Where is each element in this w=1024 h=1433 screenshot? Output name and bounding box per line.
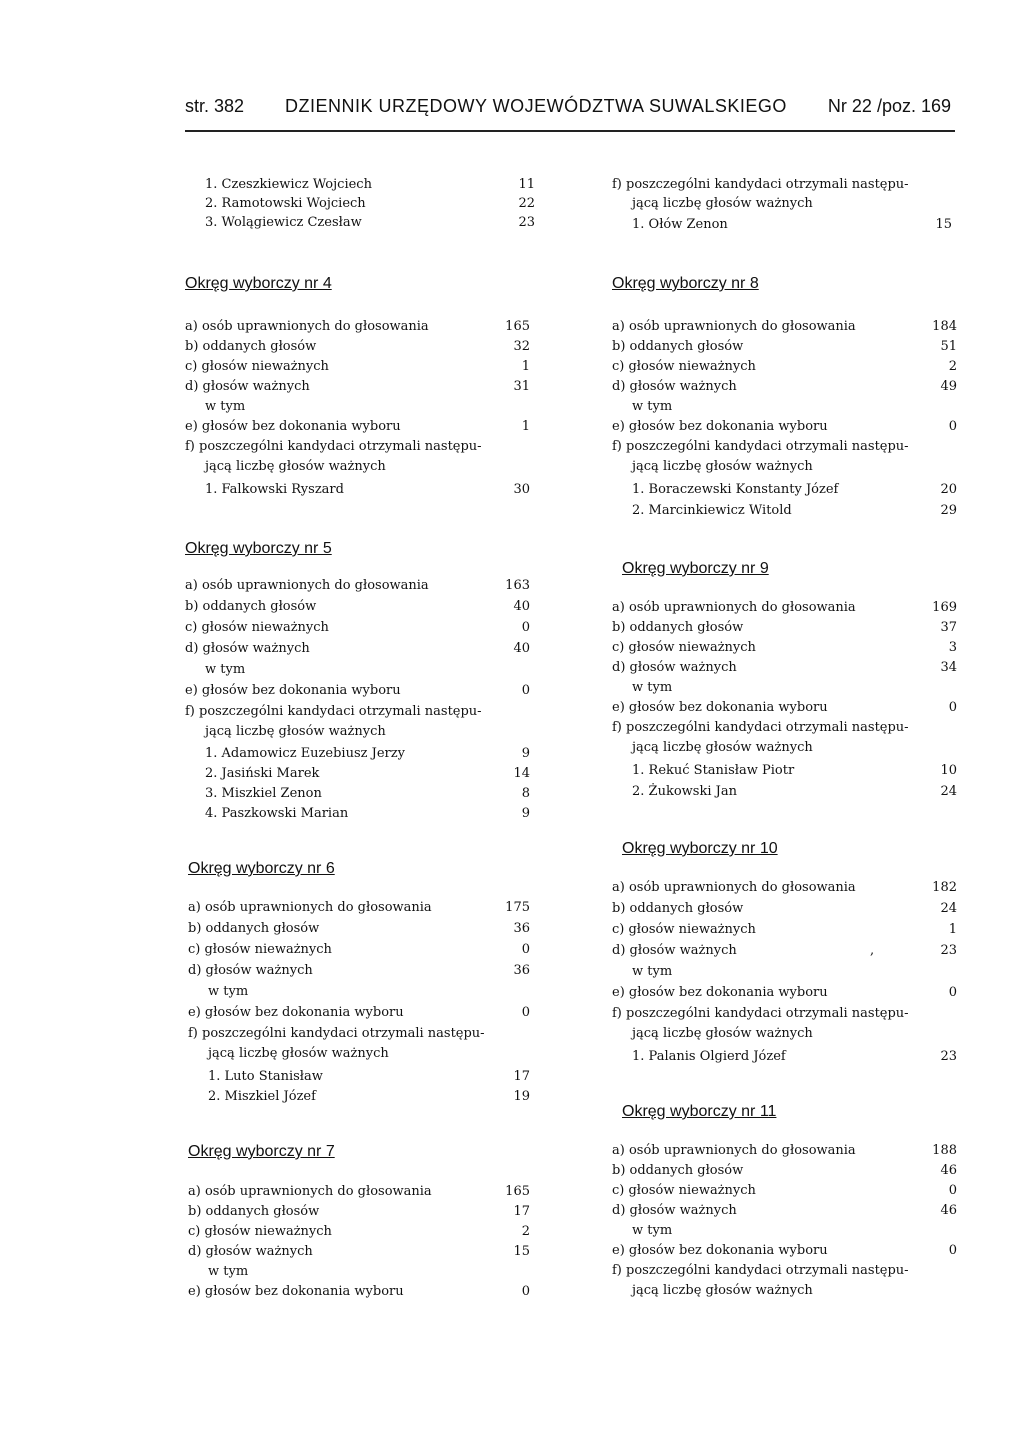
value-d: 23 bbox=[940, 943, 957, 958]
value-e: 0 bbox=[948, 1243, 957, 1258]
label-f-line2: jącą liczbę głosów ważnych bbox=[632, 459, 813, 474]
value-a: 184 bbox=[932, 319, 957, 334]
district-title: Okręg wyborczy nr 7 bbox=[188, 1143, 335, 1160]
value-c: 2 bbox=[521, 1224, 530, 1239]
label-c: c) głosów nieważnych bbox=[612, 922, 756, 937]
district-4 bbox=[185, 275, 545, 505]
value-d: 34 bbox=[940, 660, 957, 675]
candidate-votes: 19 bbox=[513, 1089, 530, 1104]
label-b: b) oddanych głosów bbox=[612, 339, 744, 354]
value-e: 0 bbox=[521, 1005, 530, 1020]
candidate-votes: 15 bbox=[935, 217, 952, 232]
candidate-name: 1. Palanis Olgierd Józef bbox=[632, 1049, 786, 1064]
label-a: a) osób uprawnionych do głosowania bbox=[612, 880, 856, 895]
value-a: 163 bbox=[505, 578, 530, 593]
label-b: b) oddanych głosów bbox=[185, 339, 317, 354]
value-e: 0 bbox=[521, 1284, 530, 1299]
candidate-votes: 24 bbox=[940, 784, 957, 799]
district-title: Okręg wyborczy nr 5 bbox=[185, 540, 332, 557]
label-f-line1: f) poszczególni kandydaci otrzymali następu- bbox=[185, 439, 482, 454]
candidate-name: 1. Rekuć Stanisław Piotr bbox=[632, 763, 795, 778]
value-c: 3 bbox=[948, 640, 957, 655]
label-c: c) głosów nieważnych bbox=[612, 1183, 756, 1198]
candidate-votes: 22 bbox=[518, 196, 535, 211]
candidate-name: 2. Miszkiel Józef bbox=[208, 1089, 316, 1104]
district-title: Okręg wyborczy nr 9 bbox=[622, 560, 769, 577]
value-a: 165 bbox=[505, 319, 530, 334]
page-number: str. 382 bbox=[185, 96, 245, 116]
label-a: a) osób uprawnionych do głosowania bbox=[185, 578, 429, 593]
candidate-votes: 8 bbox=[521, 786, 530, 801]
label-f-line2: jącą liczbę głosów ważnych bbox=[632, 1283, 813, 1298]
label-f-line1: f) poszczególni kandydaci otrzymali następu- bbox=[188, 1026, 485, 1041]
value-e: 0 bbox=[521, 683, 530, 698]
label-a: a) osób uprawnionych do głosowania bbox=[612, 1143, 856, 1158]
district-title: Okręg wyborczy nr 11 bbox=[622, 1103, 777, 1120]
value-b: 36 bbox=[513, 921, 530, 936]
value-e: 0 bbox=[948, 700, 957, 715]
value-e: 0 bbox=[948, 419, 957, 434]
label-e: e) głosów bez dokonania wyboru bbox=[612, 1243, 828, 1258]
label-w-tym: w tym bbox=[632, 1223, 673, 1238]
value-b: 51 bbox=[940, 339, 957, 354]
value-b: 32 bbox=[513, 339, 530, 354]
value-e: 1 bbox=[521, 419, 530, 434]
candidate-votes: 29 bbox=[940, 503, 957, 518]
value-c: 0 bbox=[948, 1183, 957, 1198]
header-rule bbox=[185, 130, 955, 132]
label-e: e) głosów bez dokonania wyboru bbox=[185, 419, 401, 434]
issue-number: Nr 22 /poz. 169 bbox=[827, 96, 951, 116]
district-title: Okręg wyborczy nr 6 bbox=[188, 860, 335, 877]
candidate-name: 1. Boraczewski Konstanty Józef bbox=[632, 482, 839, 497]
label-d: d) głosów ważnych bbox=[188, 1244, 313, 1259]
value-c: 1 bbox=[521, 359, 530, 374]
journal-title: DZIENNIK URZĘDOWY WOJEWÓDZTWA SUWALSKIEGO bbox=[285, 96, 787, 116]
label-d: d) głosów ważnych bbox=[185, 379, 310, 394]
label-d: d) głosów ważnych bbox=[612, 943, 737, 958]
label-a: a) osób uprawnionych do głosowania bbox=[188, 900, 432, 915]
value-d: 36 bbox=[513, 963, 530, 978]
candidate-name: 1. Adamowicz Euzebiusz Jerzy bbox=[205, 746, 405, 761]
value-d: 46 bbox=[940, 1203, 957, 1218]
label-d: d) głosów ważnych bbox=[185, 641, 310, 656]
label-f-line2: jącą liczbę głosów ważnych bbox=[632, 740, 813, 755]
item-f-line2: jącą liczbę głosów ważnych bbox=[632, 196, 813, 211]
label-e: e) głosów bez dokonania wyboru bbox=[185, 683, 401, 698]
label-w-tym: w tym bbox=[208, 984, 249, 999]
label-d: d) głosów ważnych bbox=[188, 963, 313, 978]
district-title: Okręg wyborczy nr 4 bbox=[185, 275, 332, 292]
label-a: a) osób uprawnionych do głosowania bbox=[612, 319, 856, 334]
value-a: 169 bbox=[932, 600, 957, 615]
candidate-votes: 9 bbox=[521, 806, 530, 821]
value-c: 2 bbox=[948, 359, 957, 374]
district-6 bbox=[188, 860, 548, 1104]
candidate-votes: 17 bbox=[513, 1069, 530, 1084]
candidate-votes: 23 bbox=[518, 215, 535, 230]
label-w-tym: w tym bbox=[632, 964, 673, 979]
candidate-votes: 10 bbox=[940, 763, 957, 778]
label-c: c) głosów nieważnych bbox=[188, 942, 332, 957]
candidate-votes: 11 bbox=[518, 177, 535, 192]
label-w-tym: w tym bbox=[205, 662, 246, 677]
label-w-tym: w tym bbox=[632, 399, 673, 414]
candidate-votes: 20 bbox=[940, 482, 957, 497]
value-d: 49 bbox=[940, 379, 957, 394]
value-b: 24 bbox=[940, 901, 957, 916]
label-c: c) głosów nieważnych bbox=[188, 1224, 332, 1239]
candidate-votes: 23 bbox=[940, 1049, 957, 1064]
label-a: a) osób uprawnionych do głosowania bbox=[188, 1184, 432, 1199]
district-8 bbox=[612, 275, 972, 525]
value-c: 0 bbox=[521, 620, 530, 635]
district-title: Okręg wyborczy nr 8 bbox=[612, 275, 759, 292]
label-f-line2: jącą liczbę głosów ważnych bbox=[208, 1046, 389, 1061]
value-b: 17 bbox=[513, 1204, 530, 1219]
value-a: 175 bbox=[505, 900, 530, 915]
district-7 bbox=[188, 1143, 548, 1303]
label-w-tym: w tym bbox=[632, 680, 673, 695]
candidate-votes: 14 bbox=[513, 766, 530, 781]
value-a: 182 bbox=[932, 880, 957, 895]
district-11 bbox=[612, 1103, 972, 1303]
label-a: a) osób uprawnionych do głosowania bbox=[185, 319, 429, 334]
candidate-name: 2. Ramotowski Wojciech bbox=[205, 196, 366, 211]
label-e: e) głosów bez dokonania wyboru bbox=[612, 700, 828, 715]
label-a: a) osób uprawnionych do głosowania bbox=[612, 600, 856, 615]
candidate-votes: 30 bbox=[513, 482, 530, 497]
label-f-line1: f) poszczególni kandydaci otrzymali następu- bbox=[612, 439, 909, 454]
label-c: c) głosów nieważnych bbox=[612, 640, 756, 655]
page-header bbox=[185, 96, 955, 126]
label-b: b) oddanych głosów bbox=[612, 620, 744, 635]
label-b: b) oddanych głosów bbox=[188, 921, 320, 936]
label-c: c) głosów nieważnych bbox=[185, 359, 329, 374]
district-title: Okręg wyborczy nr 10 bbox=[622, 840, 778, 857]
label-b: b) oddanych głosów bbox=[612, 901, 744, 916]
value-d: 31 bbox=[513, 379, 530, 394]
label-e: e) głosów bez dokonania wyboru bbox=[188, 1284, 404, 1299]
candidate-name: 2. Żukowski Jan bbox=[632, 784, 737, 799]
candidate-name: 4. Paszkowski Marian bbox=[205, 806, 349, 821]
label-f-line1: f) poszczególni kandydaci otrzymali następu- bbox=[612, 720, 909, 735]
value-a: 165 bbox=[505, 1184, 530, 1199]
label-f-line1: f) poszczególni kandydaci otrzymali następu- bbox=[185, 704, 482, 719]
value-d: 40 bbox=[513, 641, 530, 656]
candidate-name: 1. Ołów Zenon bbox=[632, 217, 728, 232]
candidate-name: 3. Miszkiel Zenon bbox=[205, 786, 322, 801]
district-9 bbox=[612, 560, 972, 810]
label-d: d) głosów ważnych bbox=[612, 379, 737, 394]
label-d: d) głosów ważnych bbox=[612, 1203, 737, 1218]
label-w-tym: w tym bbox=[208, 1264, 249, 1279]
label-f-line2: jącą liczbę głosów ważnych bbox=[632, 1026, 813, 1041]
candidate-name: 2. Marcinkiewicz Witold bbox=[632, 503, 792, 518]
value-a: 188 bbox=[932, 1143, 957, 1158]
value-e: 0 bbox=[948, 985, 957, 1000]
label-f-line2: jącą liczbę głosów ważnych bbox=[205, 459, 386, 474]
label-b: b) oddanych głosów bbox=[188, 1204, 320, 1219]
top-left-candidates bbox=[205, 177, 535, 237]
value-b: 46 bbox=[940, 1163, 957, 1178]
label-w-tym: w tym bbox=[205, 399, 246, 414]
label-f-line1: f) poszczególni kandydaci otrzymali następu- bbox=[612, 1006, 909, 1021]
label-b: b) oddanych głosów bbox=[185, 599, 317, 614]
label-e: e) głosów bez dokonania wyboru bbox=[612, 985, 828, 1000]
district-10 bbox=[612, 840, 972, 1070]
label-c: c) głosów nieważnych bbox=[185, 620, 329, 635]
top-right-candidates bbox=[612, 177, 962, 237]
candidate-name: 1. Czeszkiewicz Wojciech bbox=[205, 177, 372, 192]
label-b: b) oddanych głosów bbox=[612, 1163, 744, 1178]
value-c: 0 bbox=[521, 942, 530, 957]
item-f-line1: f) poszczególni kandydaci otrzymali następu- bbox=[612, 177, 909, 192]
label-f-line1: f) poszczególni kandydaci otrzymali następu- bbox=[612, 1263, 909, 1278]
label-c: c) głosów nieważnych bbox=[612, 359, 756, 374]
label-e: e) głosów bez dokonania wyboru bbox=[188, 1005, 404, 1020]
candidate-name: 3. Wolągiewicz Czesław bbox=[205, 215, 362, 230]
candidate-name: 1. Falkowski Ryszard bbox=[205, 482, 344, 497]
candidate-name: 1. Luto Stanisław bbox=[208, 1069, 323, 1084]
value-c: 1 bbox=[948, 922, 957, 937]
district-5 bbox=[185, 540, 545, 820]
label-e: e) głosów bez dokonania wyboru bbox=[612, 419, 828, 434]
value-b: 40 bbox=[513, 599, 530, 614]
value-b: 37 bbox=[940, 620, 957, 635]
value-d: 15 bbox=[513, 1244, 530, 1259]
candidate-votes: 9 bbox=[521, 746, 530, 761]
stray-mark: , bbox=[870, 943, 875, 958]
candidate-name: 2. Jasiński Marek bbox=[205, 766, 320, 781]
label-d: d) głosów ważnych bbox=[612, 660, 737, 675]
label-f-line2: jącą liczbę głosów ważnych bbox=[205, 724, 386, 739]
